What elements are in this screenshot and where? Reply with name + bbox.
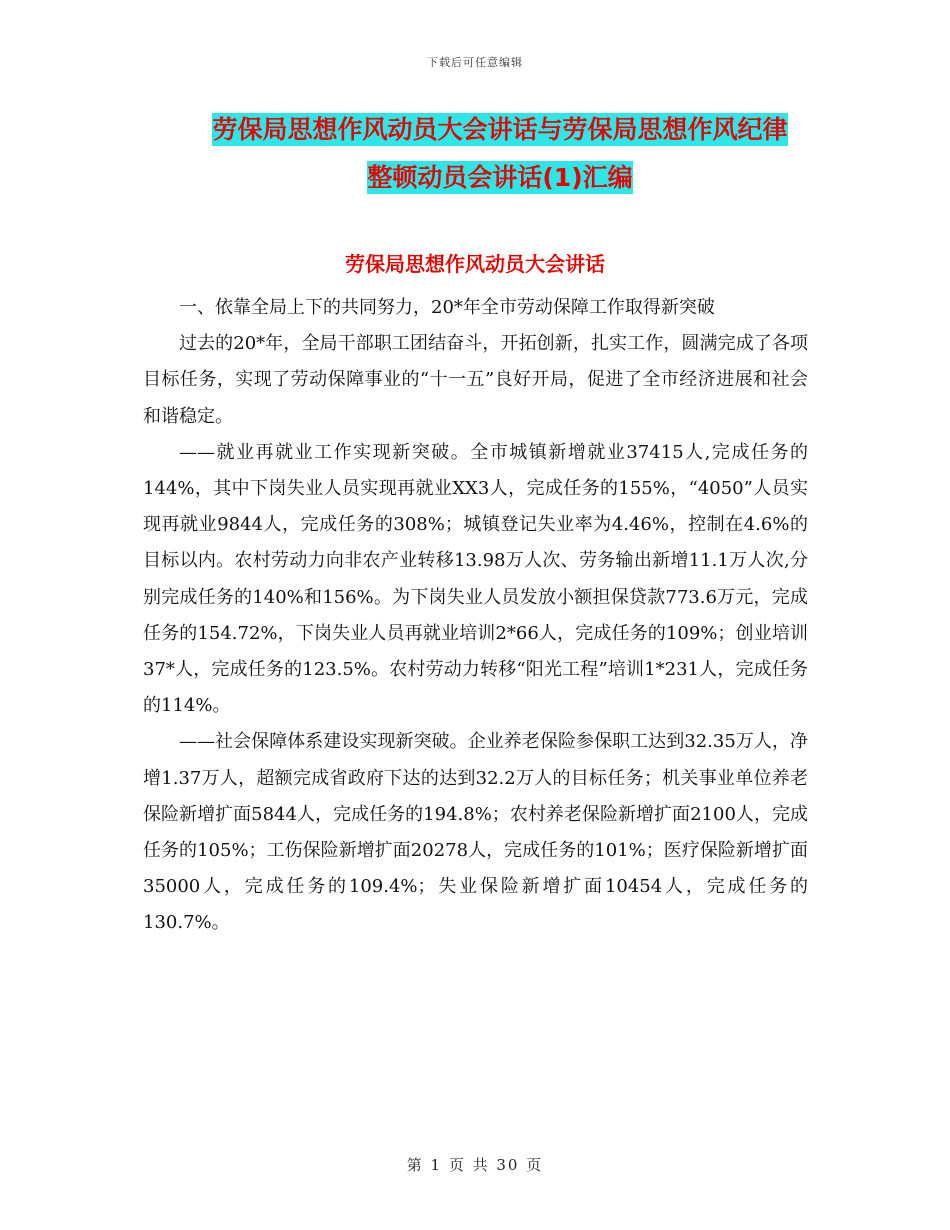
page-number: 第 1 页 共 30 页 (406, 1156, 544, 1174)
paragraph: ——就业再就业工作实现新突破。全市城镇新增就业37415人,完成任务的144%，其中下岗失业人员实现再就业XX3人，完成任务的155%，“4050”人员实现再就业9844人，完成任务的308%；城镇登记失业率为4.46%，控制在4.6%的目标以内。农村劳动力向非农产业转移13.98万人次、劳务输出新增11.1万人次,分别完成任务的140%和156%。为下岗失业人员发放小额担保贷款773.6万元，完成任务的154.72%，下岗失业人员再就业培训2*66人，完成任务的109%；创业培训37*人，完成任务的123.5%。农村劳动力转移“阳光工程”培训1*231人，完成任务的114%。 (143, 441, 808, 717)
header-note: 下载后可任意编辑 (427, 56, 523, 69)
document-body (143, 290, 808, 942)
paragraph: ——社会保障体系建设实现新突破。企业养老保险参保职工达到32.35万人，净增1.37万人，超额完成省政府下达的达到32.2万人的目标任务；机关事业单位养老保险新增扩面5844人，完成任务的194.8%；农村养老保险新增扩面2100人，完成任务的105%；工伤保险新增扩面20278人，完成任务的101%；医疗保险新增扩面35000人，完成任务的109.4%；失业保险新增扩面10454人，完成任务的130.7%。 (143, 731, 808, 934)
document-title (150, 106, 850, 202)
document-title-line-1: 劳保局思想作风动员大会讲话与劳保局思想作风纪律 (212, 115, 788, 144)
document-title-line-2: 整顿动员会讲话(1)汇编 (367, 163, 633, 192)
section-title: 劳保局思想作风动员大会讲话 (345, 252, 605, 276)
paragraph: 过去的20*年，全局干部职工团结奋斗，开拓创新，扎实工作，圆满完成了各项目标任务，实现了劳动保障事业的“十一五”良好开局，促进了全市经济进展和社会和谐稳定。 (143, 333, 808, 427)
paragraph: 一、依靠全局上下的共同努力，20*年全市劳动保障工作取得新突破 (179, 297, 715, 318)
